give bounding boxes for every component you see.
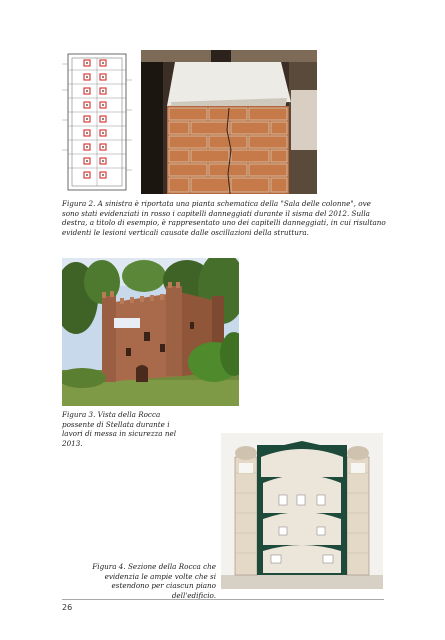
footer-divider: [62, 599, 384, 600]
page-number: 26: [62, 603, 73, 612]
damaged-capital-photo: [141, 50, 317, 194]
floor-plan-drawing: [62, 50, 132, 194]
castle-photo: [62, 258, 239, 406]
figure-4-caption: Figura 4. Sezione della Rocca che evidenzia le ampie volte che si estendono per ciascun piano dell'edificio.: [92, 562, 216, 600]
castle-section-drawing: [221, 433, 383, 589]
figure-2-caption: Figura 2. A sinistra è riportata una pianta schematica della "Sala delle colonne", ove sono stati evidenziati in rosso i capitelli danneggiati durante il sisma del 2012. Sulla destra, a titolo di esempio, è rappresentato uno dei capitelli danneggiati, in cui risultano evidenti le lesioni verticali causate dalle oscillazioni della struttura.: [62, 199, 386, 237]
figure-3-caption: Figura 3. Vista della Rocca possente di Stellata durante i lavori di messa in sicurezza nel 2013.: [62, 410, 177, 448]
